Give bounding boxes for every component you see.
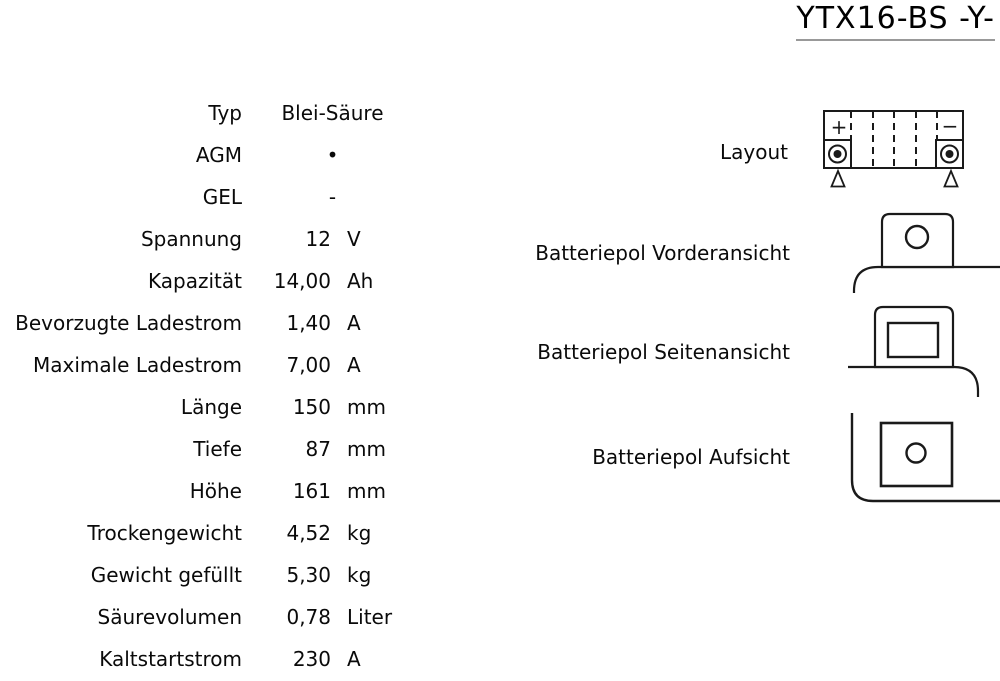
spec-row [0,554,407,596]
battery-case-edge [848,367,978,397]
terminal-side-view-label: Batteriepol Seitenansicht [537,340,790,364]
terminal-side-view-diagram [835,300,1000,398]
spec-row [0,386,407,428]
spec-unit: mm [347,395,386,419]
spec-unit: kg [347,563,372,587]
spec-table [0,92,407,680]
spec-unit: V [347,227,361,251]
negative-terminal-marker-arrow [945,171,958,187]
spec-row [0,428,407,470]
positive-terminal-dot [834,150,842,158]
terminal-block [881,423,952,486]
minus-sign: − [941,114,959,138]
spec-value: - [328,185,337,209]
spec-unit: A [347,311,361,335]
spec-value: 12 [305,227,331,251]
terminal-front-view-label: Batteriepol Vorderansicht [535,241,790,265]
spec-label: Gewicht gefüllt [90,563,242,587]
spec-label: Kaltstartstrom [99,647,242,671]
spec-label: Bevorzugte Ladestrom [15,311,242,335]
terminal-top-view-label: Batteriepol Aufsicht [592,445,790,469]
spec-unit: Ah [347,269,374,293]
plus-sign: + [830,115,848,139]
spec-row [0,260,407,302]
spec-value: 5,30 [286,563,331,587]
spec-label: Tiefe [193,437,242,461]
spec-value: 230 [292,647,331,671]
spec-row [0,344,407,386]
spec-unit: Liter [347,605,393,629]
spec-row [0,134,407,176]
spec-row [0,638,407,680]
spec-row [0,92,407,134]
spec-row [0,302,407,344]
spec-label: AGM [195,143,242,167]
spec-value: 161 [292,479,331,503]
terminal-front-view-diagram [845,206,1000,294]
spec-value: 7,00 [286,353,331,377]
spec-value: 87 [305,437,331,461]
spec-label: Trockengewicht [87,521,242,545]
spec-label: Typ [208,101,242,125]
product-title: YTX16-BS -Y- [796,0,995,41]
terminal-block [882,214,953,267]
spec-label: GEL [202,185,242,209]
spec-value: Blei-Säure [281,101,384,125]
spec-value: 0,78 [286,605,331,629]
spec-unit: A [347,647,361,671]
spec-label: Länge [180,395,242,419]
spec-value: 150 [292,395,331,419]
layout-label: Layout [720,140,788,164]
negative-terminal-dot [946,150,954,158]
spec-unit: A [347,353,361,377]
spec-row [0,218,407,260]
spec-unit: kg [347,521,372,545]
spec-row [0,512,407,554]
spec-label: Spannung [140,227,242,251]
spec-label: Kapazität [148,269,242,293]
spec-row [0,176,407,218]
positive-terminal-marker-arrow [832,171,845,187]
spec-value: 4,52 [286,521,331,545]
spec-value: 14,00 [273,269,331,293]
spec-value: • [326,143,339,167]
battery-layout-diagram [818,103,978,195]
spec-label: Höhe [189,479,242,503]
spec-row [0,596,407,638]
spec-unit: mm [347,437,386,461]
terminal-top-view-diagram [840,406,1000,508]
spec-unit: mm [347,479,386,503]
battery-case-edge [854,267,1000,293]
spec-label: Säurevolumen [97,605,242,629]
spec-value: 1,40 [286,311,331,335]
spec-label: Maximale Ladestrom [32,353,242,377]
spec-row [0,470,407,512]
